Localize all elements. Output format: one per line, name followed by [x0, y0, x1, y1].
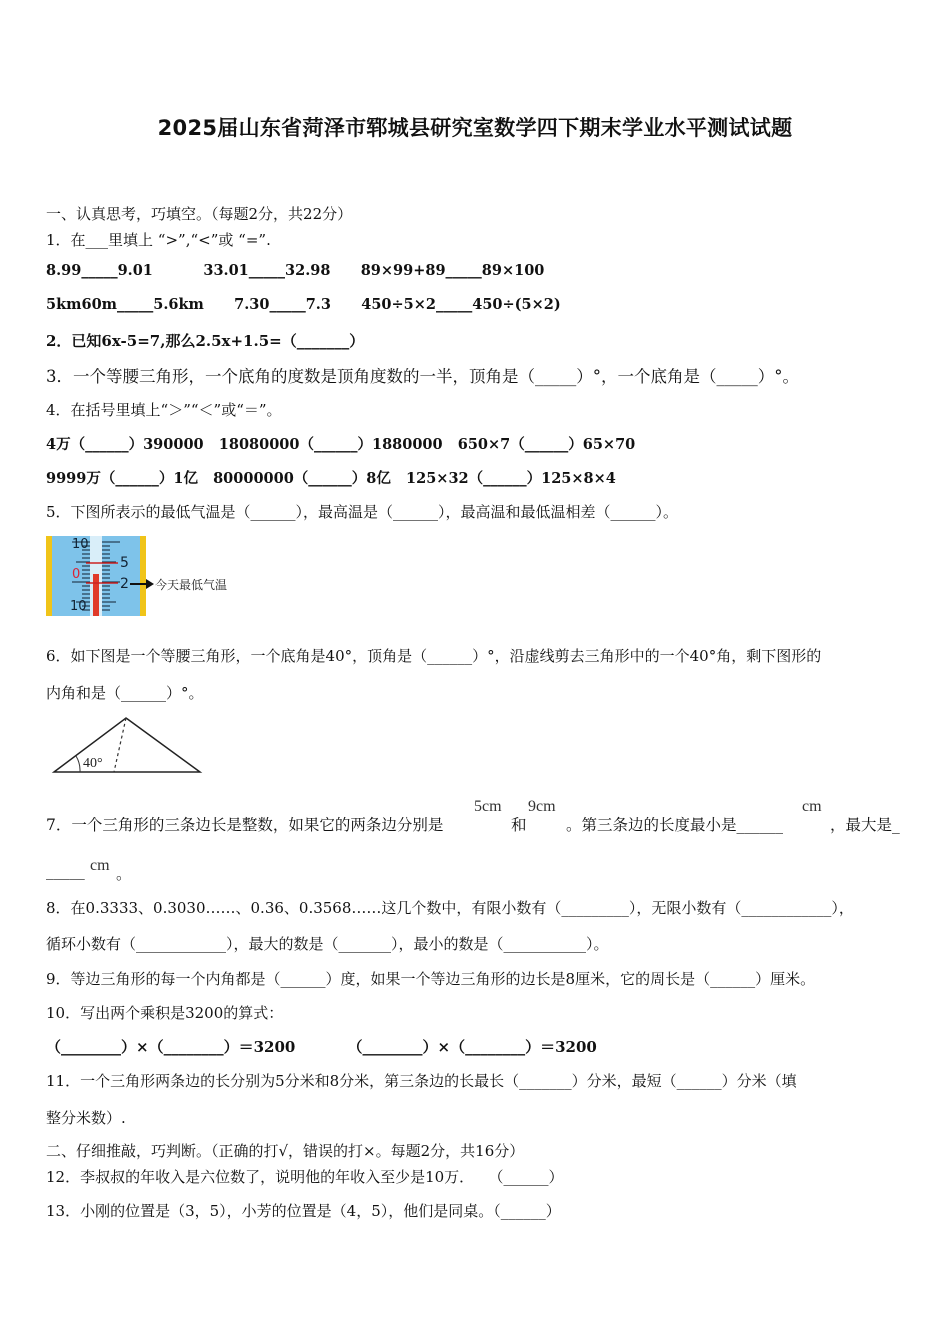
triangle-figure: [50, 714, 205, 776]
question-6-line-1: 6．如下图是一个等腰三角形，一个底角是40°，顶角是（______）°，沿虚线剪去三角形中的一个40°角，剩下图形的: [46, 647, 822, 665]
question-7-line-2-end: 。: [116, 865, 132, 883]
question-4-row-1: 4万（______）390000 18080000（______）1880000 650×7（______）65×70: [46, 436, 636, 453]
question-7-part-1: 7．一个三角形的三条边长是整数，如果它的两条边分别是: [46, 816, 444, 834]
min-length-unit: cm: [802, 798, 822, 815]
question-8-line-1: 8．在0.3333、0.3030……、0.36、0.3568……这几个数中，有限小数有（_________），无限小数有（____________），: [46, 899, 854, 917]
isosceles-triangle: [54, 718, 200, 772]
arrow-label: 今天最低气温: [155, 578, 228, 592]
question-8-line-2: 循环小数有（____________），最大的数是（_______），最小的数是（___________）。: [46, 935, 609, 953]
angle-label: 40°: [83, 756, 103, 771]
question-4-row-2: 9999万（______）1亿 80000000（______）8亿 125×32（______）125×8×4: [46, 470, 616, 487]
scale-label-top: 10: [72, 537, 89, 552]
question-10-stem: 10．写出两个乘积是3200的算式：: [46, 1004, 284, 1022]
low-temp-label: 2: [120, 576, 129, 592]
question-1-row-1: 8.99_____9.01 33.01_____32.98 89×99+89_____89×100: [46, 262, 545, 279]
side-a-unit: 5cm: [474, 798, 502, 815]
question-5: 5．下图所表示的最低气温是（______），最高温是（______），最高温和最低温相差（______）。: [46, 503, 679, 521]
question-3: 3．一个等腰三角形，一个底角的度数是顶角度数的一半，顶角是（_____）°，一个底角是（_____）°。: [46, 367, 799, 386]
question-7-and: 和: [511, 816, 527, 834]
arrow-right-icon: [146, 579, 154, 589]
question-6-line-2: 内角和是（______）°。: [46, 684, 204, 702]
side-b-unit: 9cm: [528, 798, 556, 815]
question-7-part-3: ，最大是_: [830, 816, 900, 834]
page-title: 2025届山东省菏泽市郓城县研究室数学四下期末学业水平测试试题: [157, 116, 793, 140]
scale-label-zero: 0: [72, 567, 81, 582]
question-1-stem: 1．在___里填上 “>”,“<”或 “=”.: [46, 231, 271, 249]
angle-arc: [76, 756, 80, 772]
question-10-row: （________）×（________）＝3200 （________）×（________）＝3200: [46, 1038, 597, 1056]
question-13: 13．小刚的位置是（3，5），小芳的位置是（4，5），他们是同桌。（______）: [46, 1202, 561, 1220]
thermometer-figure: [46, 534, 236, 618]
question-1-row-2: 5km60m_____5.6km 7.30_____7.3 450÷5×2_____450÷(5×2): [46, 296, 561, 313]
question-7-line-2-blank: _____: [46, 862, 85, 880]
question-9: 9．等边三角形的每一个内角都是（______）度，如果一个等边三角形的边长是8厘米，它的周长是（______）厘米。: [46, 970, 816, 988]
section-heading-1: 一、认真思考，巧填空。（每题2分，共22分）: [46, 205, 353, 223]
question-11-line-1: 11．一个三角形两条边的长分别为5分米和8分米，第三条边的长最长（_______）分米，最短（______）分米（填: [46, 1072, 797, 1090]
high-temp-label: 5: [120, 555, 129, 571]
question-12: 12．李叔叔的年收入是六位数了，说明他的年收入至少是10万． （______）: [46, 1168, 564, 1186]
question-4-stem: 4．在括号里填上“＞”“＜”或“＝”。: [46, 401, 282, 419]
scale-label-bottom: 10: [70, 599, 87, 614]
question-7-part-2: 。第三条边的长度最小是______: [566, 816, 784, 834]
thermometer-mercury: [93, 574, 99, 616]
section-heading-2: 二、仔细推敲，巧判断。（正确的打√，错误的打×。每题2分，共16分）: [46, 1142, 525, 1160]
max-length-unit: cm: [90, 857, 110, 874]
question-11-line-2: 整分米数）.: [46, 1109, 126, 1127]
question-2: 2．已知6x-5=7,那么2.5x+1.5=（_______）: [46, 332, 365, 350]
